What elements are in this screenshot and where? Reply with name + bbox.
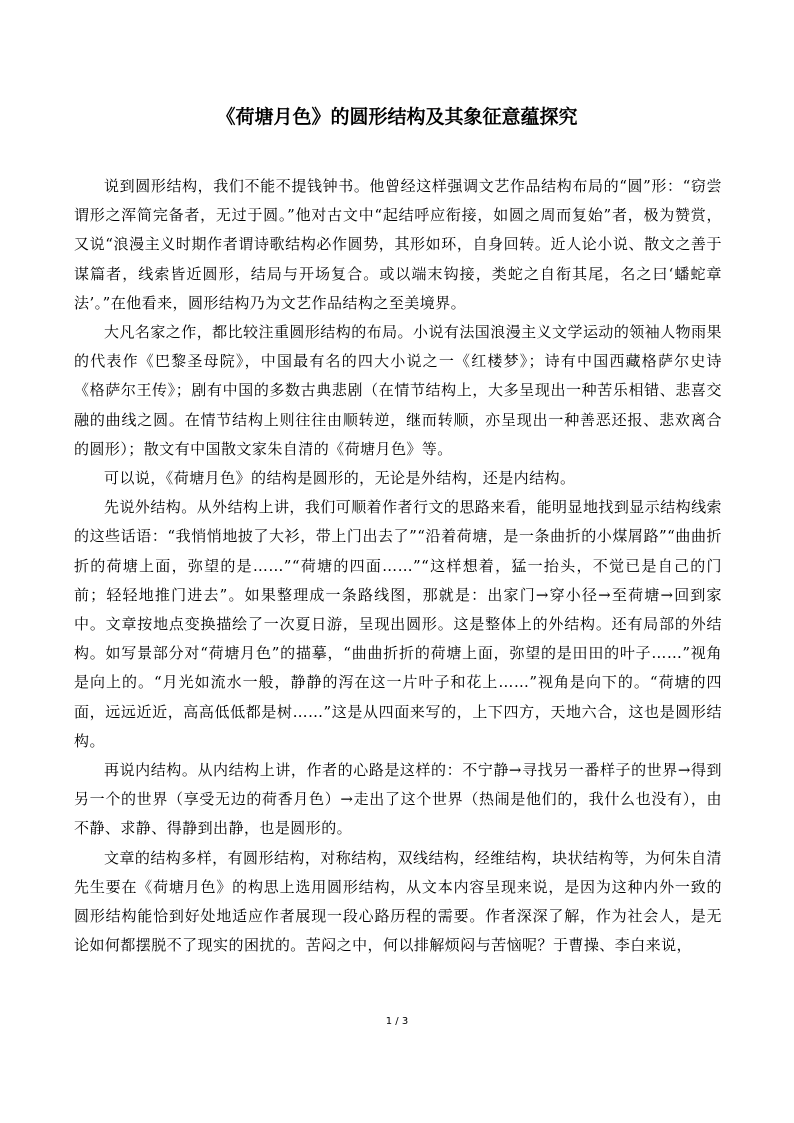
paragraph-5: 再说内结构。从内结构上讲，作者的心路是这样的：不宁静→寻找另一番样子的世界→得到另一个的世界（享受无边的荷香月色）→走出了这个世界（热闹是他们的，我什么也没有），由不静、求静、得静到出静，也是圆形的。 — [74, 761, 722, 838]
page-number: 1 / 3 — [385, 1016, 409, 1027]
paragraph-1: 说到圆形结构，我们不能不提钱钟书。他曾经这样强调文艺作品结构布局的“圆”形：“窃尝谓形之浑简完备者，无过于圆。”他对古文中“起结呼应衔接，如圆之周而复始”者，极为赞赏，又说“浪漫主义时期作者谓诗歌结构必作圆势，其形如环，自身回转。近人论小说、散文之善于谋篇者，线索皆近圆形，结局与开场复合。或以端末钩接，类蛇之自衔其尾，名之曰‘蟠蛇章法’。”在他看来，圆形结构乃为文艺作品结构之至美境界。 — [74, 177, 722, 312]
paragraph-2: 大凡名家之作，都比较注重圆形结构的布局。小说有法国浪漫主义文学运动的领袖人物雨果的代表作《巴黎圣母院》，中国最有名的四大小说之一《红楼梦》；诗有中国西藏格萨尔史诗《格萨尔王传》；剧有中国的多数古典悲剧（在情节结构上，大多呈现出一种苦乐相错、悲喜交融的曲线之圆。在情节结构上则往往由顺转逆，继而转顺，亦呈现出一种善恶还报、悲欢离合的圆形）；散文有中国散文家朱自清的《荷塘月色》等。 — [74, 323, 723, 458]
paragraph-6: 文章的结构多样，有圆形结构，对称结构，双线结构，经维结构，块状结构等，为何朱自清先生要在《荷塘月色》的构思上选用圆形结构，从文本内容呈现来说，是因为这种内外一致的圆形结构能恰到好处地适应作者展现一段心路历程的需要。作者深深了解，作为社会人，是无论如何都摆脱不了现实的困扰的。苦闷之中，何以排解烦闷与苦恼呢？于曹操、李白来说， — [74, 848, 723, 955]
document-body — [74, 172, 722, 960]
paragraph-4: 先说外结构。从外结构上讲，我们可顺着作者行文的思路来看，能明显地找到显示结构线索的这些话语：“我悄悄地披了大衫，带上门出去了”“沿着荷塘，是一条曲折的小煤屑路”“曲曲折折的荷塘上面，弥望的是……”“荷塘的四面……”“这样想着，猛一抬头，不觉已是自己的门前；轻轻地推门进去”。如果整理成一条路线图，那就是：出家门→穿小径→至荷塘→回到家中。文章按地点变换描绘了一次夏日游，呈现出圆形。这是整体上的外结构。还有局部的外结构。如写景部分对“荷塘月色”的描摹，“曲曲折折的荷塘上面，弥望的是田田的叶子……”视角是向上的。“月光如流水一般，静静的泻在这一片叶子和花上……”视角是向下的。“荷塘的四面，远远近近，高高低低都是树……”这是从四面来写的，上下四方，天地六合，这也是圆形结构。 — [74, 498, 723, 750]
document-title: 《荷塘月色》的圆形结构及其象征意蕴探究 — [216, 106, 578, 128]
paragraph-3: 可以说，《荷塘月色》的结构是圆形的，无论是外结构，还是内结构。 — [104, 469, 576, 488]
